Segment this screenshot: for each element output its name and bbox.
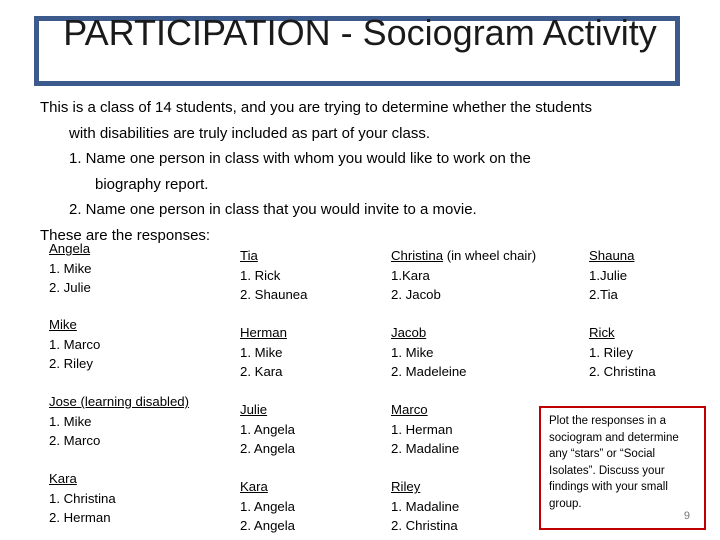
page-number: 9	[683, 510, 690, 522]
student-name: Tia	[240, 248, 258, 263]
response-1: 1. Mike	[49, 260, 92, 276]
response-2: 2. Shaunea	[240, 287, 308, 302]
student-name: Julie	[240, 402, 268, 417]
response-2: 2. Christina	[589, 364, 656, 379]
student-mike	[49, 315, 100, 374]
intro-line-2: with disabilities are truly included as part of your class.	[69, 124, 430, 142]
responses-heading: These are the responses:	[40, 226, 211, 244]
question-1: 1. Name one person in class with whom you would like to work on the	[69, 150, 531, 167]
response-1: 1. Mike	[391, 344, 434, 360]
response-2: 2. Christina	[391, 518, 458, 533]
response-1: 1. Angela	[240, 421, 295, 437]
student-shauna	[589, 246, 634, 305]
student-tia	[240, 246, 307, 305]
student-kara-2	[240, 477, 295, 536]
response-1: 1. Marco	[49, 336, 101, 352]
response-1: 1. Christina	[49, 490, 116, 506]
slide-title: PARTICIPATION - Sociogram Activity	[63, 12, 657, 53]
student-jose	[49, 392, 189, 451]
response-2: 2. Angela	[240, 441, 295, 456]
response-1: 1. Rick	[240, 267, 281, 283]
student-name: Angela	[49, 241, 91, 256]
response-2: 2. Kara	[240, 364, 283, 379]
response-2: 2. Madaline	[391, 441, 460, 456]
student-rick	[589, 323, 656, 382]
student-christina	[391, 246, 536, 305]
instruction-box	[539, 406, 706, 530]
response-1: 1. Mike	[240, 344, 283, 360]
response-1: 1.Julie	[589, 267, 628, 283]
student-name: Kara	[240, 479, 268, 494]
intro-text	[40, 95, 700, 248]
student-kara	[49, 469, 116, 528]
student-herman	[240, 323, 287, 382]
student-riley	[391, 477, 459, 536]
student-angela	[49, 239, 92, 298]
question-1-cont: biography report.	[95, 175, 209, 193]
response-1: 1. Mike	[49, 413, 92, 429]
student-name: Herman	[240, 325, 287, 340]
response-2: 2. Riley	[49, 356, 93, 371]
student-marco	[391, 400, 459, 459]
instruction-text: Plot the responses in a sociogram and determine any “stars” or “Social Isolates”. Discuss your findings with your small group.	[549, 415, 679, 510]
student-name: Rick	[589, 325, 615, 340]
response-2: 2. Julie	[49, 280, 91, 295]
question-2: 2. Name one person in class that you would invite to a movie.	[69, 201, 477, 218]
response-1: 1. Angela	[240, 498, 295, 514]
response-2: 2. Herman	[49, 510, 111, 525]
student-name: Mike	[49, 317, 77, 332]
student-note: (in wheel chair)	[443, 248, 537, 263]
response-1: 1. Herman	[391, 421, 453, 437]
intro-line-1: This is a class of 14 students, and you are trying to determine whether the students	[40, 99, 592, 116]
student-name: Shauna	[589, 248, 635, 263]
response-1: 1.Kara	[391, 267, 430, 283]
student-name: Jose (learning disabled)	[49, 394, 190, 409]
student-name: Jacob	[391, 325, 427, 340]
response-2: 2. Angela	[240, 518, 295, 533]
response-1: 1. Madaline	[391, 498, 460, 514]
student-name: Marco	[391, 402, 428, 417]
response-1: 1. Riley	[589, 344, 633, 360]
student-julie	[240, 400, 295, 459]
student-name: Kara	[49, 471, 77, 486]
student-jacob	[391, 323, 467, 382]
response-2: 2. Jacob	[391, 287, 441, 302]
response-2: 2. Madeleine	[391, 364, 467, 379]
response-2: 2.Tia	[589, 287, 618, 302]
student-name: Christina	[391, 248, 444, 263]
response-2: 2. Marco	[49, 433, 101, 448]
student-name: Riley	[391, 479, 421, 494]
